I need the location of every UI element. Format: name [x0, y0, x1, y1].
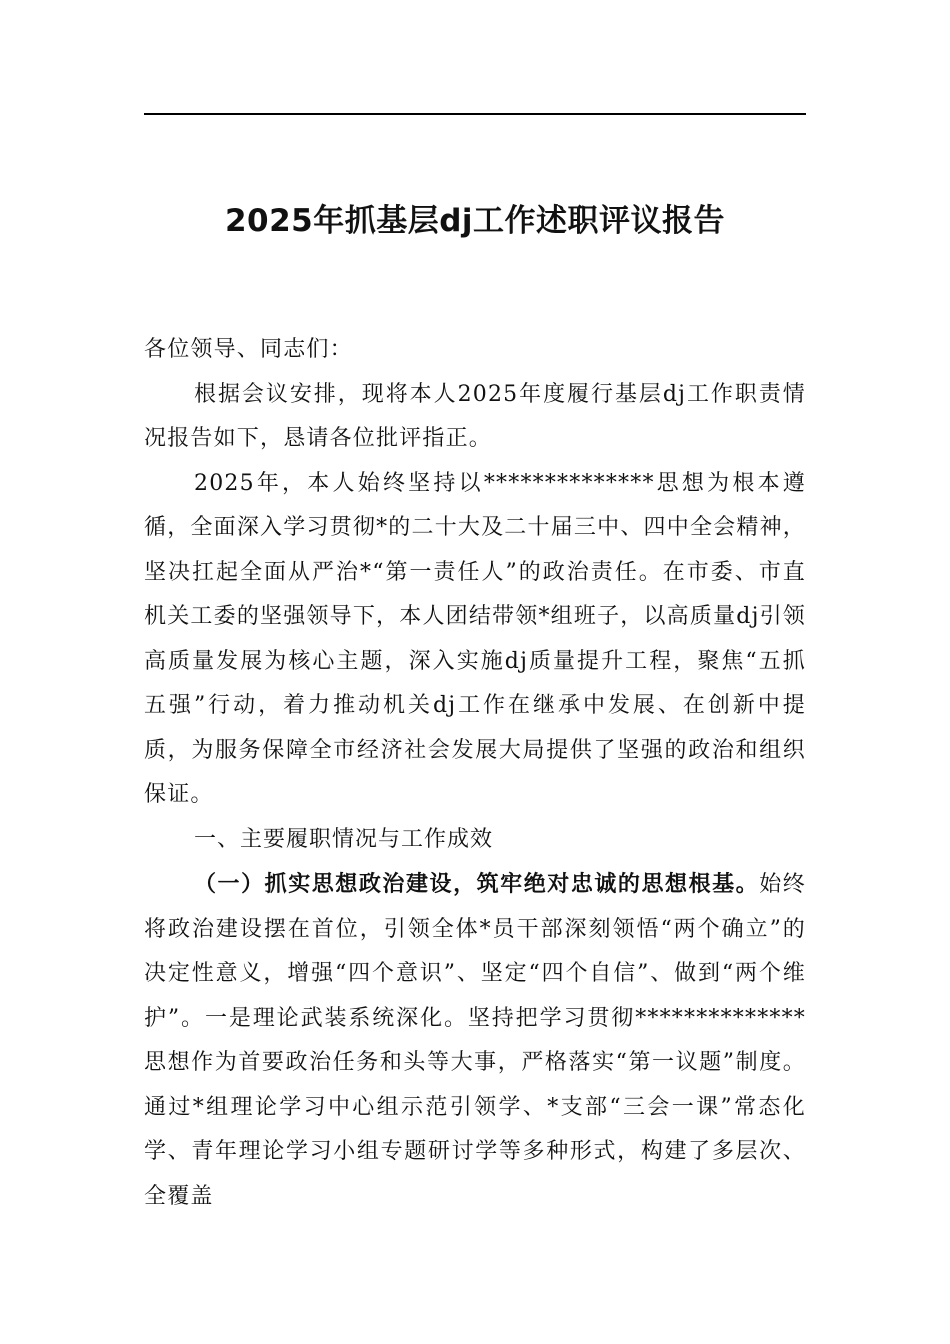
header-rule — [144, 113, 806, 115]
document-body — [144, 328, 806, 1219]
paragraph-intro: 根据会议安排，现将本人2025年度履行基层dj工作职责情况报告如下，恳请各位批评指正。 — [144, 381, 806, 451]
document-title: 2025年抓基层dj工作述职评议报告 — [224, 203, 726, 239]
paragraph-overview: 2025年，本人始终坚持以**************思想为根本遵循，全面深入学习贯彻*的二十大及二十届三中、四中全会精神，坚决扛起全面从严治*“第一责任人”的政治责任。在市委、市直机关工委的坚强领导下，本人团结带领*组班子，以高质量dj引领高质量发展为核心主题，深入实施dj质量提升工程，聚焦“五抓五强”行动，着力推动机关dj工作在继承中发展、在创新中提质，为服务保障全市经济社会发展大局提供了坚强的政治和组织保证。 — [144, 470, 806, 807]
subsection-paragraph — [144, 862, 806, 1219]
salutation: 各位领导、同志们： — [144, 337, 353, 362]
subsection-lead: （一）抓实思想政治建设，筑牢绝对忠诚的思想根基。 — [194, 871, 760, 897]
section-heading: 一、主要履职情况与工作成效 — [194, 826, 494, 852]
subsection-text: 始终将政治建设摆在首位，引领全体*员干部深刻领悟“两个确立”的决定性意义，增强“四个意识”、坚定“四个自信”、做到“两个维护”。一是理论武装系统深化。坚持把学习贯彻**************思想作为首要政治任务和头等大事，严格落实“第一议题”制度。通过*组理论学习中心组示范引领学、*支部“三会一课”常态化学、青年理论学习小组专题研讨学等多种形式，构建了多层次、全覆盖 — [144, 872, 806, 1209]
